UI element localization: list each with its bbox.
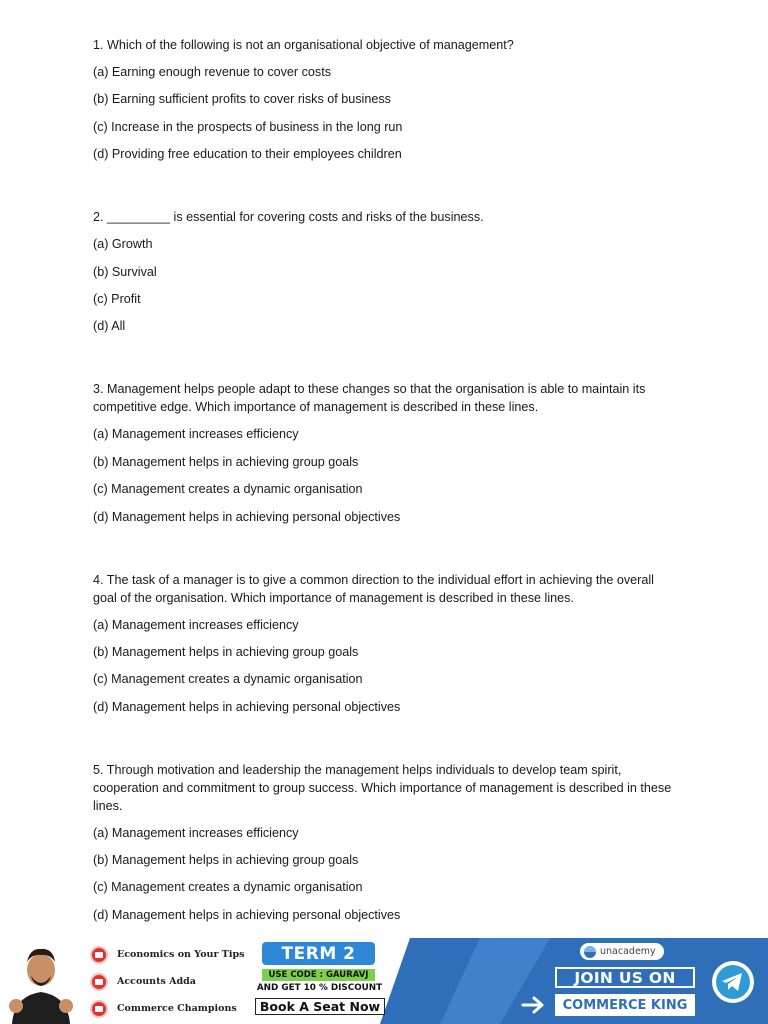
commerce-king-link[interactable]: COMMERCE KING bbox=[555, 994, 695, 1016]
option-a: (a) Growth bbox=[93, 237, 153, 252]
channel-item[interactable] bbox=[90, 968, 250, 995]
question-2 bbox=[93, 208, 678, 335]
question-text: 3. Management helps people adapt to these changes so that the organisation is able to maintain its competitive edge. Which importance of management is described in these lines. bbox=[93, 382, 646, 415]
coupon-code: USE CODE : GAURAVJ bbox=[262, 969, 375, 981]
channel-label: Commerce Champions bbox=[117, 1003, 237, 1014]
question-3 bbox=[93, 380, 678, 525]
option-b: (b) Management helps in achieving group goals bbox=[93, 644, 359, 659]
channel-item[interactable] bbox=[90, 941, 250, 968]
option-b: (b) Earning sufficient profits to cover risks of business bbox=[93, 92, 391, 107]
join-us-label: JOIN US ON bbox=[555, 967, 695, 988]
option-b: (b) Management helps in achieving group goals bbox=[93, 853, 359, 868]
channel-list bbox=[90, 941, 250, 1022]
question-text: 5. Through motivation and leadership the management helps individuals to develop team spirit, cooperation and commitment to group success. Which importance of management is described in these lines. bbox=[93, 762, 672, 813]
option-a: (a) Earning enough revenue to cover costs bbox=[93, 65, 332, 79]
option-c: (c) Management creates a dynamic organisation bbox=[93, 672, 363, 687]
option-a: (a) Management increases efficiency bbox=[93, 825, 299, 840]
channel-item[interactable] bbox=[90, 995, 250, 1022]
option-d: (d) Management helps in achieving personal objectives bbox=[93, 699, 401, 714]
question-5 bbox=[93, 761, 678, 924]
option-c: (c) Management creates a dynamic organisation bbox=[93, 880, 363, 895]
youtube-icon bbox=[90, 946, 108, 964]
option-a: (a) Management increases efficiency bbox=[93, 427, 299, 442]
unacademy-logo-icon bbox=[584, 946, 596, 958]
book-seat-button[interactable]: Book A Seat Now bbox=[255, 998, 385, 1015]
unacademy-logo bbox=[580, 943, 664, 960]
option-c: (c) Profit bbox=[93, 291, 141, 306]
option-b: (b) Survival bbox=[93, 264, 157, 279]
youtube-icon bbox=[90, 973, 108, 991]
channel-label: Economics on Your Tips bbox=[117, 949, 245, 960]
arrow-right-icon bbox=[521, 994, 547, 1016]
question-text: 2. _________ is essential for covering costs and risks of the business. bbox=[93, 210, 484, 225]
question-1 bbox=[93, 36, 678, 163]
option-b: (b) Management helps in achieving group goals bbox=[93, 454, 359, 469]
channel-label: Accounts Adda bbox=[117, 976, 196, 987]
option-d: (d) Providing free education to their employees children bbox=[93, 147, 402, 162]
question-4 bbox=[93, 571, 678, 716]
option-c: (c) Management creates a dynamic organisation bbox=[93, 482, 363, 497]
presenter-avatar bbox=[0, 940, 82, 1024]
option-a: (a) Management increases efficiency bbox=[93, 617, 299, 632]
option-d: (d) Management helps in achieving personal objectives bbox=[93, 509, 401, 524]
option-d: (d) Management helps in achieving personal objectives bbox=[93, 907, 401, 922]
option-d: (d) All bbox=[93, 319, 126, 334]
promo-banner[interactable] bbox=[0, 938, 768, 1024]
question-text: 1. Which of the following is not an organisational objective of management? bbox=[93, 38, 514, 52]
question-text: 4. The task of a manager is to give a common direction to the individual effort in achieving the overall goal of the organisation. Which importance of management is described in these lines. bbox=[93, 572, 654, 605]
term-badge: TERM 2 bbox=[262, 942, 375, 965]
telegram-icon[interactable] bbox=[711, 960, 755, 1004]
question-sheet bbox=[93, 36, 678, 933]
brand-name: unacademy bbox=[600, 946, 656, 957]
discount-text: AND GET 10 % DISCOUNT bbox=[256, 983, 383, 993]
option-c: (c) Increase in the prospects of business in the long run bbox=[93, 119, 403, 134]
youtube-icon bbox=[90, 1000, 108, 1018]
